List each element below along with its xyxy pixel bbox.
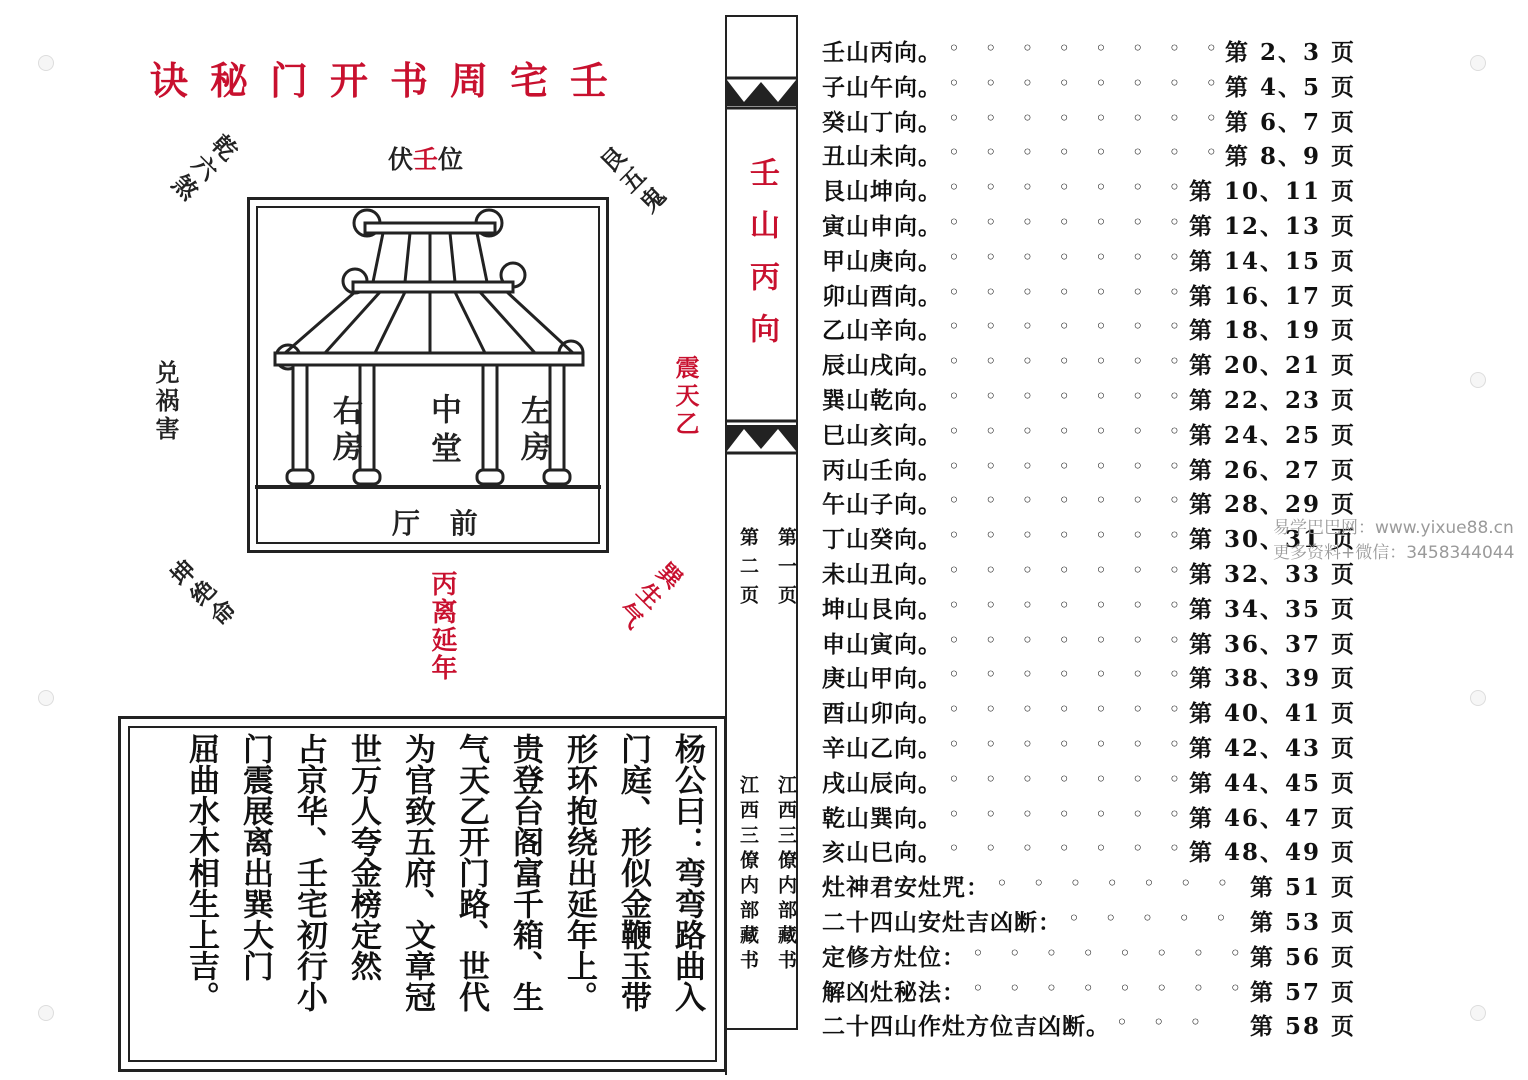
watermark-line-2: 更多资料+微信：3458344044	[1273, 543, 1515, 563]
page-title: 诀秘门开书周宅壬	[150, 58, 631, 103]
toc-row	[822, 243, 1362, 278]
toc-page-ref: 第 53 页	[1249, 908, 1356, 936]
toc-label: 乙山辛向。	[822, 317, 942, 345]
direction-top	[388, 140, 463, 176]
toc-row	[822, 417, 1362, 452]
toc-page-ref: 第 57 页	[1249, 978, 1356, 1006]
toc-leader-dots: ◦ ◦ ◦ ◦ ◦ ◦ ◦	[948, 488, 1190, 513]
house-front-hall: 厅 前	[392, 507, 488, 540]
direction-top-pre: 伏	[388, 145, 414, 174]
toc-label: 庚山甲向。	[822, 665, 942, 693]
direction-bottom: 丙离延年	[427, 570, 457, 682]
toc-label: 午山子向。	[822, 491, 942, 519]
toc-label: 癸山丁向。	[822, 108, 942, 136]
toc-leader-dots: ◦ ◦ ◦ ◦ ◦ ◦ ◦	[948, 627, 1190, 652]
toc-leader-dots: ◦ ◦ ◦ ◦ ◦ ◦ ◦ ◦	[948, 36, 1227, 60]
spine-note-right: 江西三僚内部藏书	[775, 775, 797, 975]
direction-top-right: 艮五鬼	[592, 142, 673, 222]
toc-label: 灶神君安灶咒：	[822, 874, 990, 902]
poem-column: 气天乙开门路、世代	[453, 733, 489, 1012]
poem-column: 贵登台阁富千箱、生	[507, 733, 543, 1012]
spine-page-right: 第一页	[775, 527, 797, 614]
direction-top-red: 壬	[413, 145, 439, 174]
toc-label: 丙山壬向。	[822, 456, 942, 484]
binder-hole	[1470, 372, 1486, 388]
direction-bottom-left: 坤绝命	[162, 555, 243, 635]
toc-page-ref: 第 26、27 页	[1188, 456, 1356, 484]
toc-row	[822, 939, 1362, 974]
spine-note-left: 江西三僚内部藏书	[737, 775, 759, 975]
toc-row	[822, 591, 1362, 626]
toc-label: 二十四山作灶方位吉凶断。	[822, 1013, 1110, 1041]
toc-page-ref: 第 20、21 页	[1188, 352, 1356, 380]
toc-page-ref: 第 36、37 页	[1188, 630, 1356, 658]
toc-label: 定修方灶位：	[822, 943, 966, 971]
toc-page-ref: 第 16、17 页	[1188, 282, 1356, 310]
binder-hole	[1470, 55, 1486, 71]
toc-leader-dots: ◦ ◦ ◦ ◦ ◦ ◦ ◦	[948, 175, 1190, 200]
toc-label: 未山丑向。	[822, 560, 942, 588]
toc-row	[822, 34, 1362, 69]
toc-page-ref: 第 46、47 页	[1188, 804, 1356, 832]
toc-row	[822, 730, 1362, 765]
toc-page-ref: 第 40、41 页	[1188, 700, 1356, 728]
toc-page-ref: 第 34、35 页	[1188, 595, 1356, 623]
toc-page-ref: 第 51 页	[1249, 874, 1356, 902]
toc-leader-dots: ◦ ◦ ◦ ◦ ◦ ◦ ◦	[948, 314, 1190, 339]
direction-left: 兑祸害	[151, 360, 180, 444]
toc-leader-dots: ◦ ◦ ◦ ◦ ◦ ◦ ◦	[996, 871, 1238, 896]
poem-column: 杨公曰：弯弯路曲入	[669, 733, 705, 1012]
toc-label: 寅山申向。	[822, 212, 942, 240]
toc-row	[822, 69, 1362, 104]
toc-row	[822, 312, 1362, 347]
binder-hole	[38, 690, 54, 706]
toc-label: 巽山乾向。	[822, 386, 942, 414]
toc-row	[822, 974, 1362, 1009]
toc-page-ref: 第 8、9 页	[1224, 143, 1356, 171]
toc-row	[822, 626, 1362, 661]
toc-label: 艮山坤向。	[822, 178, 942, 206]
toc-row	[822, 904, 1362, 939]
toc-page-ref: 第 10、11 页	[1188, 178, 1356, 206]
toc-row	[822, 695, 1362, 730]
toc-page-ref: 第 32、33 页	[1188, 560, 1356, 588]
toc-page-ref: 第 6、7 页	[1224, 108, 1356, 136]
toc-label: 坤山艮向。	[822, 595, 942, 623]
poem-column: 占京华、壬宅初行小	[291, 733, 327, 1012]
spine-page-left: 第二页	[737, 527, 759, 614]
toc-page-ref: 第 24、25 页	[1188, 421, 1356, 449]
house-left-room: 左房	[515, 395, 550, 467]
toc-row	[822, 347, 1362, 382]
toc-label: 二十四山安灶吉凶断：	[822, 908, 1062, 936]
toc-row	[822, 104, 1362, 139]
binder-hole	[38, 55, 54, 71]
toc-label: 壬山丙向。	[822, 39, 942, 66]
toc-leader-dots: ◦ ◦ ◦ ◦ ◦ ◦ ◦	[948, 801, 1190, 826]
house-center-hall: 中堂	[425, 393, 461, 471]
toc-page-ref: 第 48、49 页	[1188, 839, 1356, 867]
toc-page-ref: 第 38、39 页	[1188, 665, 1356, 693]
toc-leader-dots: ◦ ◦ ◦ ◦ ◦ ◦ ◦	[948, 349, 1190, 374]
toc-leader-dots: ◦ ◦ ◦ ◦ ◦ ◦ ◦	[948, 836, 1190, 861]
watermark-line-1: 易学巴巴网：www.yixue88.cn	[1273, 518, 1514, 538]
spine-bottom-ornament	[727, 417, 796, 459]
toc-leader-dots: ◦ ◦ ◦ ◦ ◦ ◦ ◦	[948, 592, 1190, 617]
toc-leader-dots: ◦ ◦ ◦ ◦ ◦ ◦ ◦	[948, 557, 1190, 582]
poem-column: 门庭、形似金鞭玉带	[615, 733, 651, 1012]
toc-row	[822, 138, 1362, 173]
toc-leader-dots: ◦ ◦ ◦ ◦ ◦ ◦ ◦	[948, 209, 1190, 234]
binder-hole	[38, 1005, 54, 1021]
toc-page-ref: 第 44、45 页	[1188, 769, 1356, 797]
toc-leader-dots: ◦ ◦ ◦ ◦ ◦ ◦ ◦ ◦	[948, 70, 1227, 95]
toc-label: 巳山亥向。	[822, 421, 942, 449]
spine-top-ornament	[727, 72, 796, 114]
direction-right: 震天乙	[671, 355, 700, 439]
toc-leader-dots: ◦ ◦ ◦ ◦ ◦ ◦ ◦ ◦	[948, 105, 1227, 130]
house-right-room: 右房	[327, 395, 362, 467]
toc-row	[822, 800, 1362, 835]
toc-row	[822, 173, 1362, 208]
house-illustration	[255, 205, 601, 545]
toc-label: 子山午向。	[822, 73, 942, 101]
toc-page-ref: 第 4、5 页	[1224, 73, 1356, 101]
toc-leader-dots: ◦ ◦ ◦ ◦ ◦ ◦ ◦	[948, 453, 1190, 478]
toc-leader-dots: ◦ ◦ ◦ ◦ ◦ ◦ ◦	[948, 418, 1190, 443]
toc-label: 亥山巳向。	[822, 839, 942, 867]
spine-extension	[725, 1030, 727, 1075]
toc-leader-dots: ◦ ◦ ◦ ◦ ◦ ◦ ◦	[948, 697, 1190, 722]
toc-label: 乾山巽向。	[822, 804, 942, 832]
toc-leader-dots: ◦ ◦ ◦ ◦ ◦	[1068, 905, 1236, 930]
spine-title: 壬山丙向	[744, 157, 779, 365]
toc-leader-dots: ◦ ◦ ◦ ◦ ◦ ◦ ◦	[948, 662, 1190, 687]
toc-label: 辛山乙向。	[822, 734, 942, 762]
poem-column: 为官致五府、文章冠	[399, 733, 435, 1012]
poem-column: 世万人夸金榜定然	[345, 733, 381, 981]
poem-column: 形环抱绕出延年上。	[561, 733, 597, 1012]
toc-row	[822, 869, 1362, 904]
toc-leader-dots: ◦ ◦ ◦ ◦ ◦ ◦ ◦	[948, 766, 1190, 791]
toc-leader-dots: ◦ ◦ ◦ ◦ ◦ ◦ ◦	[948, 731, 1190, 756]
toc-leader-dots: ◦ ◦ ◦ ◦ ◦ ◦ ◦ ◦	[972, 975, 1251, 1000]
toc-page-ref: 第 2、3 页	[1224, 39, 1356, 66]
toc-label: 丑山未向。	[822, 143, 942, 171]
watermark	[1273, 516, 1514, 566]
toc-row	[822, 834, 1362, 869]
toc-label: 解凶灶秘法：	[822, 978, 966, 1006]
toc-label: 酉山卯向。	[822, 700, 942, 728]
toc-leader-dots: ◦ ◦ ◦	[1116, 1010, 1211, 1035]
toc-page-ref: 第 30、31 页	[1188, 526, 1356, 554]
poem-box	[118, 716, 727, 1072]
toc-label: 戌山辰向。	[822, 769, 942, 797]
toc-page-ref: 第 14、15 页	[1188, 247, 1356, 275]
toc-row	[822, 452, 1362, 487]
toc-label: 甲山庚向。	[822, 247, 942, 275]
toc-label: 丁山癸向。	[822, 526, 942, 554]
toc-leader-dots: ◦ ◦ ◦ ◦ ◦ ◦ ◦	[948, 244, 1190, 269]
toc-row	[822, 765, 1362, 800]
toc-row	[822, 208, 1362, 243]
toc-leader-dots: ◦ ◦ ◦ ◦ ◦ ◦ ◦	[948, 523, 1190, 548]
toc-label: 卯山酉向。	[822, 282, 942, 310]
binder-hole	[1470, 1005, 1486, 1021]
toc-page-ref: 第 42、43 页	[1188, 734, 1356, 762]
poem-column: 屈曲水木相生上吉。	[183, 733, 219, 1012]
toc-label: 辰山戌向。	[822, 352, 942, 380]
toc-page-ref: 第 28、29 页	[1188, 491, 1356, 519]
toc-row	[822, 278, 1362, 313]
toc-leader-dots: ◦ ◦ ◦ ◦ ◦ ◦ ◦	[948, 383, 1190, 408]
toc-label: 申山寅向。	[822, 630, 942, 658]
toc-leader-dots: ◦ ◦ ◦ ◦ ◦ ◦ ◦ ◦	[972, 940, 1251, 965]
toc-page-ref: 第 56 页	[1249, 943, 1356, 971]
direction-top-post: 位	[438, 145, 464, 174]
toc-row	[822, 660, 1362, 695]
toc-leader-dots: ◦ ◦ ◦ ◦ ◦ ◦ ◦	[948, 279, 1190, 304]
book-spine	[725, 15, 798, 1030]
toc-page-ref: 第 18、19 页	[1188, 317, 1356, 345]
binder-hole	[1470, 690, 1486, 706]
poem-column: 门震展离出巽大门	[237, 733, 273, 981]
toc-page-ref: 第 12、13 页	[1188, 212, 1356, 240]
direction-top-left: 乾六煞	[162, 127, 243, 207]
toc-page-ref: 第 22、23 页	[1188, 386, 1356, 414]
toc-leader-dots: ◦ ◦ ◦ ◦ ◦ ◦ ◦ ◦	[948, 140, 1227, 165]
toc-row	[822, 382, 1362, 417]
toc-page-ref: 第 58 页	[1249, 1013, 1356, 1041]
direction-bottom-right: 巽生气	[607, 555, 688, 635]
toc-row	[822, 1008, 1362, 1043]
